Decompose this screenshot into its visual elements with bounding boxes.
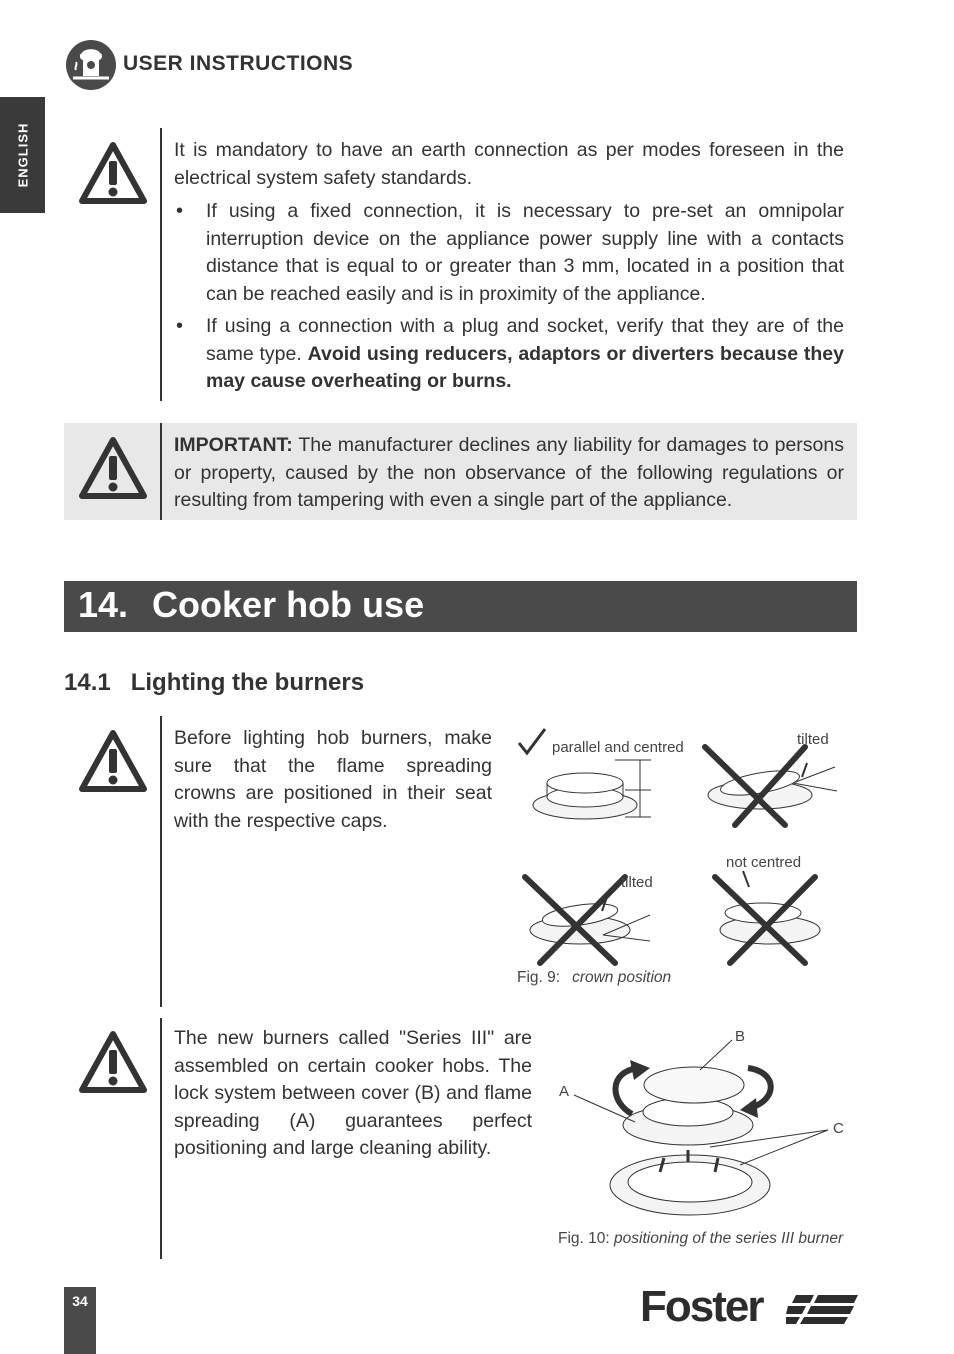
important-divider xyxy=(160,423,162,520)
bullet-plug-socket: • If using a connection with a plug and socket, verify that they are of the same type. Avoid using reducers, adaptors or diverters because they may cause overheating or burns. xyxy=(174,313,844,396)
language-label: ENGLISH xyxy=(15,122,30,188)
bold-warning: Avoid using reducers, adaptors or diverters because they may cause overheating or burns. xyxy=(206,342,844,392)
warning-icon xyxy=(78,729,148,793)
subsection-title xyxy=(64,669,364,697)
label-b: B xyxy=(735,1028,746,1045)
series3-text: The new burners called "Series III" are assembled on certain cooker hobs. The lock system between cover (B) and flame spreading (A) guarantees perfect positioning and large cleaning ability. xyxy=(174,1027,532,1159)
section-title xyxy=(78,584,424,626)
section-number: 14. xyxy=(78,584,129,625)
brand-logo-mark xyxy=(786,1293,858,1325)
subsection-name: Lighting the burners xyxy=(130,669,365,696)
important-label: IMPORTANT: xyxy=(174,434,293,456)
correct-burner-drawing xyxy=(533,760,651,819)
tilted-burner-drawing-1 xyxy=(705,747,837,825)
earth-bullets xyxy=(174,198,844,396)
burner-cap-drawing xyxy=(644,1067,744,1103)
fig10-caption: Fig. 10: positioning of the series III burner xyxy=(558,1230,844,1247)
label-a: A xyxy=(559,1083,570,1100)
fig9-caption: Fig. 9: crown position xyxy=(517,969,672,986)
header-title: USER INSTRUCTIONS xyxy=(123,52,354,75)
label-not-centred: not centred xyxy=(726,854,802,871)
warning-icon xyxy=(78,436,148,500)
warning-divider xyxy=(160,128,162,401)
earth-intro: It is mandatory to have an earth connection as per modes foreseen in the electrical system safety standards. xyxy=(174,139,844,189)
label-c: C xyxy=(833,1120,844,1137)
subsection-number: 14.1 xyxy=(64,669,111,696)
burner-base-drawing xyxy=(610,1150,770,1215)
bullet-fixed-connection: • If using a fixed connection, it is necessary to pre-set an omnipolar interruption device on the appliance power supply line with a contacts distance that is equal to or greater than 3 mm, located in a position that can be reached easily and is in proximity of the appliance. xyxy=(174,198,844,308)
language-tab xyxy=(0,97,45,213)
flame-spreader-drawing xyxy=(623,1098,753,1145)
important-text: IMPORTANT: The manufacturer declines any liability for damages to persons or property, caused by the non observance of the following regulations or resulting from tampering with even a single part of the appliance. xyxy=(174,434,844,511)
section-name: Cooker hob use xyxy=(152,584,425,625)
crown-position-figure xyxy=(515,725,845,970)
warning-icon xyxy=(78,1030,148,1094)
cooking-hob-icon xyxy=(65,39,117,91)
label-tilted-1: tilted xyxy=(797,731,829,748)
page-number: 34 xyxy=(72,1293,88,1309)
not-centred-burner-drawing xyxy=(715,871,820,963)
series3-burner-figure xyxy=(560,1030,850,1225)
label-tilted-2: tilted xyxy=(621,874,653,891)
warning-earth-text xyxy=(174,137,844,401)
warning-icon xyxy=(78,141,148,205)
series3-divider xyxy=(160,1018,162,1259)
check-icon xyxy=(519,729,545,753)
label-parallel-centred: parallel and centred xyxy=(552,739,684,756)
lighting-divider xyxy=(160,716,162,1007)
brand-name: Foster xyxy=(640,1282,763,1331)
lighting-text: Before lighting hob burners, make sure that the flame spreading crowns are positioned in their seat with the respective caps. xyxy=(174,727,492,832)
